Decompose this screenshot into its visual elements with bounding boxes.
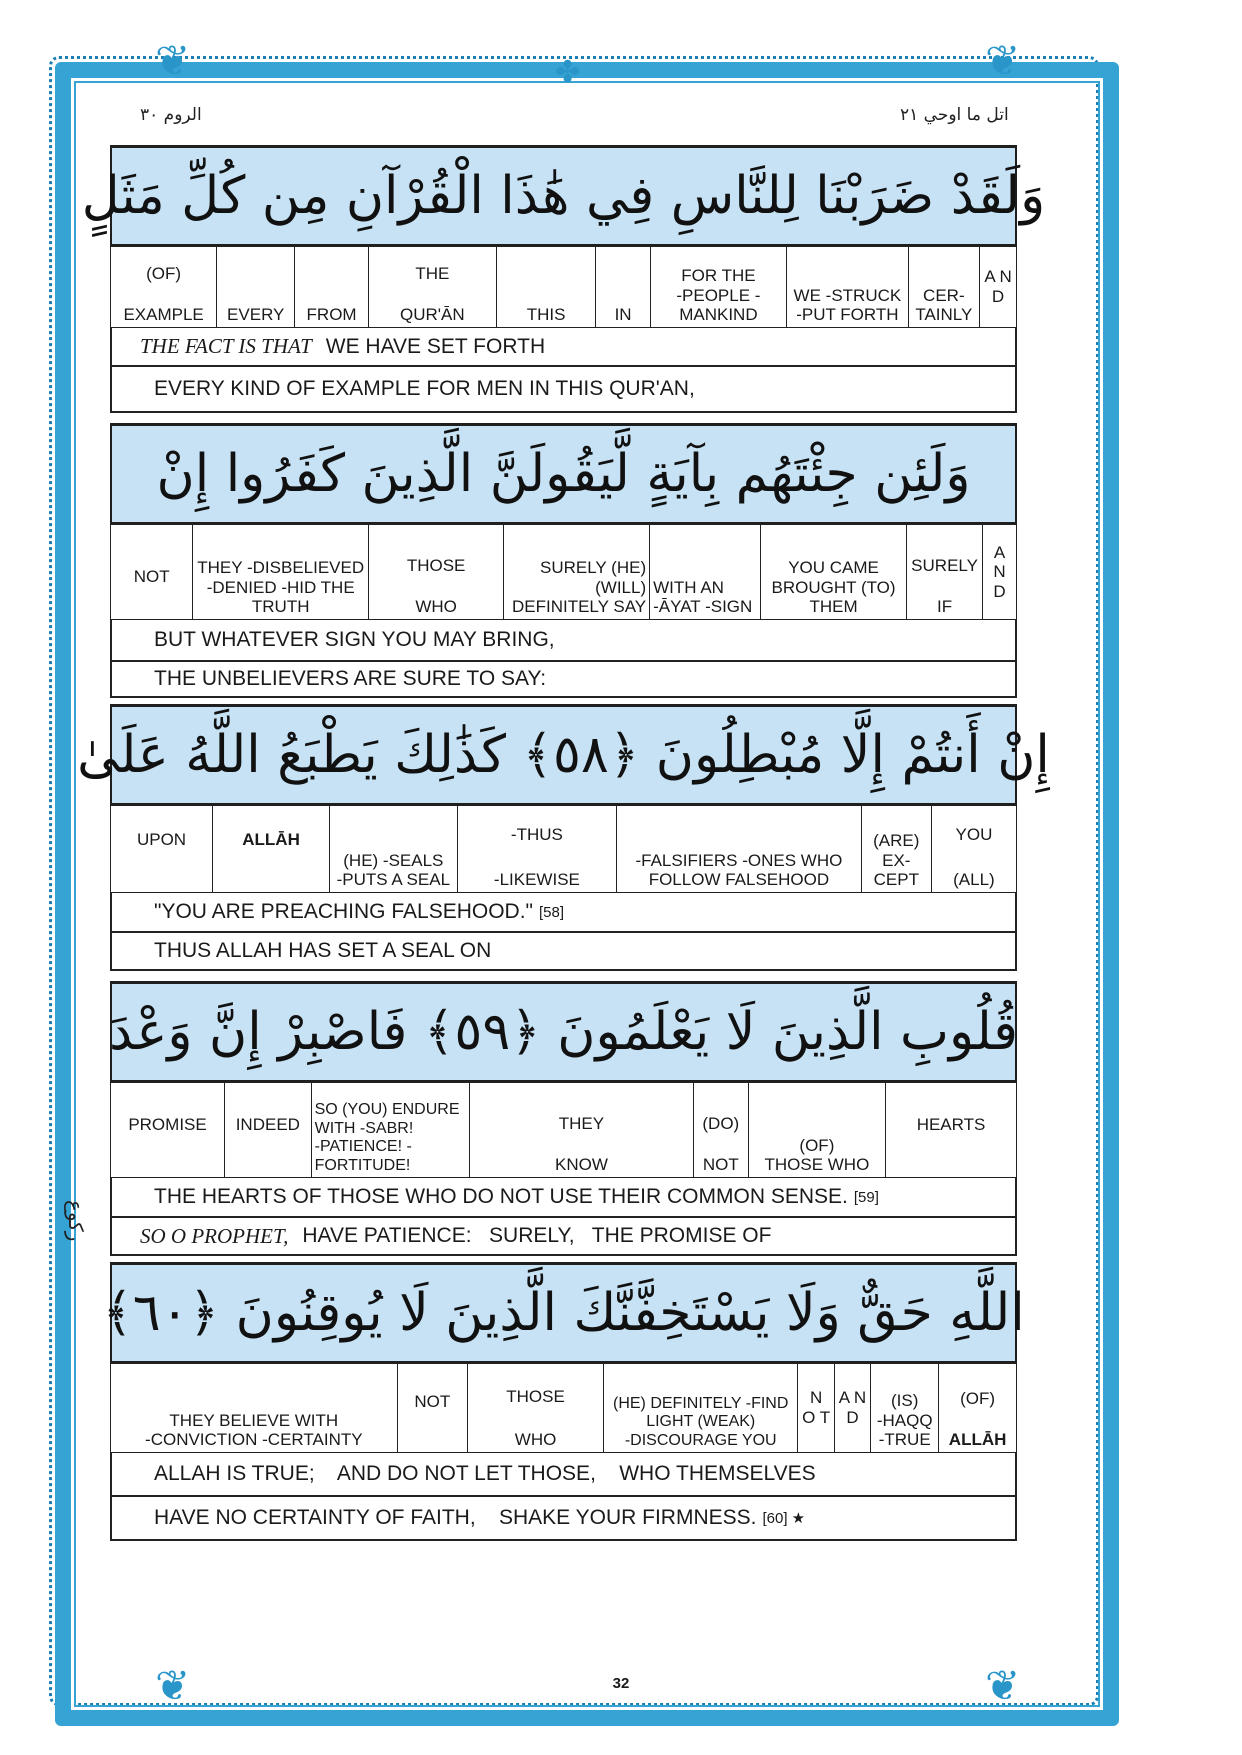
header-juz-name: اتل ما اوحي ٢١: [900, 105, 1009, 125]
arabic-verse-line: [102, 1262, 1025, 1363]
word-cell: (HE) DEFINITELY -FIND LIGHT (WEAK) -DISCOURAGE YOU: [604, 1364, 798, 1453]
word-cell: SURELY (HE) (WILL) DEFINITELY SAY: [504, 525, 650, 620]
word-cell: THOSE WHO: [468, 1364, 604, 1453]
bottom-left-flourish: ❦: [155, 1661, 191, 1710]
translation-line: BUT WHATEVER SIGN YOU MAY BRING,: [110, 620, 1017, 662]
word-cell: (HE) -SEALS -PUTS A SEAL: [330, 806, 458, 893]
word-row: [111, 1364, 1017, 1453]
word-translation-table: [110, 246, 1017, 328]
word-row: [111, 1083, 1017, 1178]
arabic-text: اللَّهِ حَقٌّ وَلَا يَسْتَخِفَّنَّكَ الَّذِينَ لَا يُوقِنُونَ ﴿٦٠﴾: [102, 1283, 1025, 1343]
word-cell: FROM: [295, 247, 369, 328]
arabic-verse-line: [77, 704, 1050, 805]
word-cell: WE -STRUCK -PUT FORTH: [787, 247, 908, 328]
translation-line: ALLAH IS TRUE; AND DO NOT LET THOSE, WHO THEMSELVES: [110, 1453, 1017, 1497]
arabic-text: قُلُوبِ الَّذِينَ لَا يَعْلَمُونَ ﴿٥٩﴾ فَاصْبِرْ إِنَّ وَعْدَ: [109, 1002, 1018, 1062]
word-cell: THEY BELIEVE WITH -CONVICTION -CERTAINTY: [111, 1364, 398, 1453]
translation-line: "YOU ARE PREACHING FALSEHOOD." [58]: [110, 893, 1017, 933]
arabic-verse-line: [110, 423, 1017, 524]
page-content: [77, 145, 1050, 1541]
word-translation-table: [110, 805, 1017, 893]
word-cell: NOT: [397, 1364, 467, 1453]
word-cell: THIS: [496, 247, 596, 328]
word-translation-table: [110, 1082, 1017, 1178]
arabic-verse-line: [81, 145, 1046, 246]
translation-line: THE UNBELIEVERS ARE SURE TO SAY:: [110, 662, 1017, 698]
translation-line: THE FACT IS THAT WE HAVE SET FORTH: [110, 328, 1017, 367]
word-cell: -FALSIFIERS -ONES WHO FOLLOW FALSEHOOD: [617, 806, 862, 893]
header-surah-name: الروم ٣٠: [140, 105, 202, 125]
arabic-text: إِنْ أَنتُمْ إِلَّا مُبْطِلُونَ ﴿٥٨﴾ كَذَٰلِكَ يَطْبَعُ اللَّهُ عَلَىٰ: [77, 725, 1050, 785]
word-cell: EVERY: [217, 247, 295, 328]
translation-line: THE HEARTS OF THOSE WHO DO NOT USE THEIR COMMON SENSE. [59]: [110, 1178, 1017, 1218]
word-cell-not: N O T: [798, 1364, 834, 1453]
word-cell: INDEED: [225, 1083, 312, 1178]
word-cell: SURELY IF: [907, 525, 983, 620]
word-cell: THOSE WHO: [368, 525, 503, 620]
arabic-text: وَلَقَدْ ضَرَبْنَا لِلنَّاسِ فِي هَٰذَا الْقُرْآنِ مِن كُلِّ مَثَلٍ: [81, 166, 1046, 226]
word-cell: FOR THE -PEOPLE -MANKIND: [650, 247, 787, 328]
word-cell-and: A N D: [983, 525, 1017, 620]
word-cell: ALLĀH: [213, 806, 330, 893]
word-cell: (OF) THOSE WHO: [748, 1083, 885, 1178]
bottom-right-flourish: ❦: [985, 1661, 1021, 1710]
word-translation-table: [110, 524, 1017, 620]
word-translation-table: [110, 1363, 1017, 1453]
word-cell: -THUS -LIKEWISE: [457, 806, 617, 893]
word-cell: (IS) -HAQQ -TRUE: [871, 1364, 939, 1453]
word-cell: UPON: [111, 806, 213, 893]
word-cell: HEARTS: [886, 1083, 1017, 1178]
word-cell: (OF) ALLĀH: [939, 1364, 1017, 1453]
translation-line: SO O PROPHET, HAVE PATIENCE: SURELY, THE PROMISE OF: [110, 1218, 1017, 1256]
word-cell: NOT: [111, 525, 193, 620]
page-number: 32: [612, 1675, 630, 1692]
word-cell: PROMISE: [111, 1083, 225, 1178]
top-center-ornament: ✤: [555, 55, 581, 90]
word-cell: (DO) NOT: [693, 1083, 748, 1178]
top-left-flourish: ❦: [155, 36, 191, 85]
word-cell: CER- TAINLY: [908, 247, 980, 328]
word-cell: (OF) EXAMPLE: [111, 247, 217, 328]
translation-line: HAVE NO CERTAINTY OF FAITH, SHAKE YOUR FIRMNESS. [60] ★: [110, 1497, 1017, 1541]
word-cell: IN: [596, 247, 650, 328]
word-cell: YOU CAME BROUGHT (TO) THEM: [761, 525, 907, 620]
word-row: [111, 525, 1017, 620]
word-cell-and: A N D: [834, 1364, 870, 1453]
word-row: [111, 247, 1017, 328]
word-cell: SO (YOU) ENDURE WITH -SABR! -PATIENCE! -FORTITUDE!: [311, 1083, 469, 1178]
word-cell: THE QUR'ĀN: [368, 247, 496, 328]
translation-line: THUS ALLAH HAS SET A SEAL ON: [110, 933, 1017, 971]
top-right-flourish: ❦: [985, 36, 1021, 85]
word-cell: YOU (ALL): [931, 806, 1016, 893]
arabic-verse-line: [110, 981, 1017, 1082]
word-row: [111, 806, 1017, 893]
word-cell: (ARE) EX- CEPT: [861, 806, 931, 893]
word-cell: WITH AN -ĀYAT -SIGN: [650, 525, 761, 620]
word-cell: THEY KNOW: [470, 1083, 694, 1178]
word-cell: THEY -DISBELIEVED -DENIED -HID THE TRUTH: [193, 525, 368, 620]
arabic-text: وَلَئِن جِئْتَهُم بِآيَةٍ لَّيَقُولَنَّ الَّذِينَ كَفَرُوا إِنْ: [156, 444, 971, 504]
side-ruku-marker: ركوع: [64, 1200, 88, 1242]
word-cell-and: A N D: [980, 247, 1017, 328]
translation-line: EVERY KIND OF EXAMPLE FOR MEN IN THIS QUR'AN,: [110, 367, 1017, 413]
